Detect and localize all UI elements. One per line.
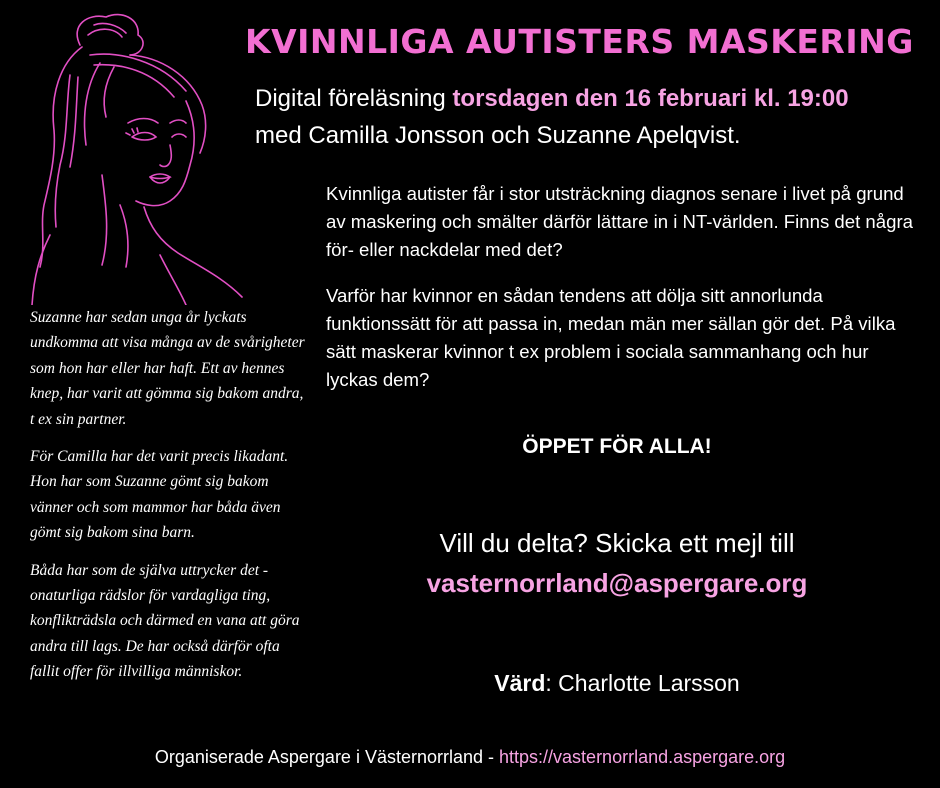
call-to-action — [326, 523, 908, 603]
footer-url-link[interactable]: https://vasternorrland.aspergare.org — [499, 747, 786, 767]
main-paragraph-1: Kvinnliga autister får i stor utsträckning diagnos senare i livet på grund av maskering och smälter därför lättare in i NT-världen. Finns det några för- eller nackdelar med det? — [326, 183, 913, 260]
open-to-all-heading: ÖPPET FÖR ALLA! — [522, 435, 712, 458]
host-label: Värd — [494, 670, 546, 696]
footer — [0, 747, 940, 768]
event-subtitle — [255, 80, 925, 154]
event-title: KVINNLIGA AUTISTERS MASKERING — [245, 22, 914, 61]
main-paragraph-2: Varför har kvinnor en sådan tendens att dölja sitt annorlunda funktionssätt för att passa in, medan män mer sällan gör det. På vilka sätt maskerar kvinnor t ex problem i sociala sammanhang och hur lyckas dem? — [326, 285, 896, 390]
event-date: torsdagen den 16 februari kl. 19:00 — [452, 85, 849, 112]
subtitle-prefix: Digital föreläsning — [255, 85, 453, 112]
contact-email-link[interactable]: vasternorrland@aspergare.org — [426, 568, 808, 598]
main-description — [326, 180, 916, 412]
speakers-description — [30, 305, 305, 697]
host-name: : Charlotte Larsson — [545, 670, 740, 696]
side-paragraph-2: För Camilla har det varit precis likadant. Hon har som Suzanne gömt sig bakom vänner och som mammor har båda även gömt sig bakom sina barn. — [30, 448, 289, 542]
cta-text: Vill du delta? Skicka ett mejl till — [439, 528, 795, 558]
footer-org: Organiserade Aspergare i Västernorrland - — [154, 747, 500, 767]
host-info — [326, 670, 908, 697]
side-paragraph-1: Suzanne har sedan unga år lyckats undkomma att visa många av de svårigheter som hon har eller har haft. Ett av hennes knep, har varit att gömma sig bakom andra, t ex sin partner. — [30, 309, 305, 428]
side-paragraph-3: Båda har som de själva uttrycker det - onaturliga rädslor för vardagliga ting, konflikträdsla och därmed en vana att göra andra till lags. De har också därför ofta fallit offer för illvilliga människor. — [30, 561, 300, 681]
woman-portrait-illustration — [10, 5, 270, 305]
event-speakers: med Camilla Jonsson och Suzanne Apelqvist. — [255, 122, 741, 149]
